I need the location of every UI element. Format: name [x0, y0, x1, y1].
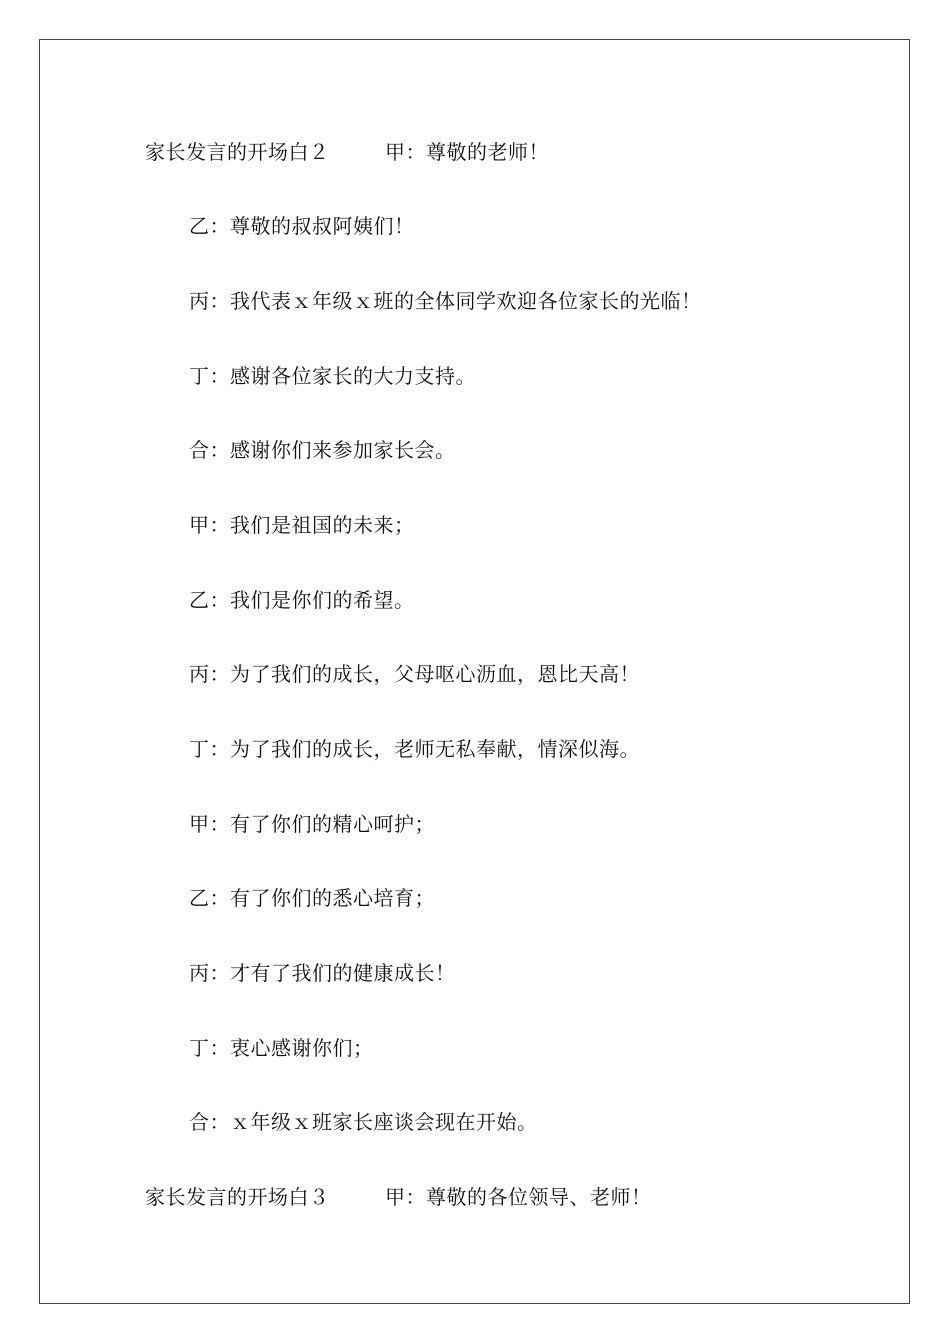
section-first-line-2: 甲：尊敬的老师！: [385, 140, 549, 164]
section-title-2: 家长发言的开场白２: [145, 140, 330, 164]
section-heading-3: [145, 1184, 652, 1210]
speech-line: 丁：为了我们的成长，老师无私奉献，情深似海。: [189, 737, 640, 761]
speech-line: 丙：为了我们的成长，父母呕心沥血，恩比天高！: [189, 662, 640, 686]
speech-line: 乙：我们是你们的希望。: [189, 588, 415, 612]
speech-line: 丁：衷心感谢你们；: [189, 1036, 374, 1060]
speech-line: 乙：有了你们的悉心培育；: [189, 886, 435, 910]
speech-line: 合：感谢你们来参加家长会。: [189, 438, 456, 462]
speech-line: 丙：才有了我们的健康成长！: [189, 961, 456, 985]
speech-line: 甲：有了你们的精心呵护；: [189, 812, 435, 836]
section-heading-2: [145, 139, 549, 165]
speech-line: 丁：感谢各位家长的大力支持。: [189, 364, 476, 388]
speech-line: 丙：我代表ｘ年级ｘ班的全体同学欢迎各位家长的光临！: [189, 289, 702, 313]
section-first-line-3: 甲：尊敬的各位领导、老师！: [385, 1185, 652, 1209]
speech-line: 甲：我们是祖国的未来；: [189, 513, 415, 537]
section-title-3: 家长发言的开场白３: [145, 1185, 330, 1209]
speech-line: 乙：尊敬的叔叔阿姨们！: [189, 214, 415, 238]
speech-line: 合：ｘ年级ｘ班家长座谈会现在开始。: [189, 1110, 538, 1134]
